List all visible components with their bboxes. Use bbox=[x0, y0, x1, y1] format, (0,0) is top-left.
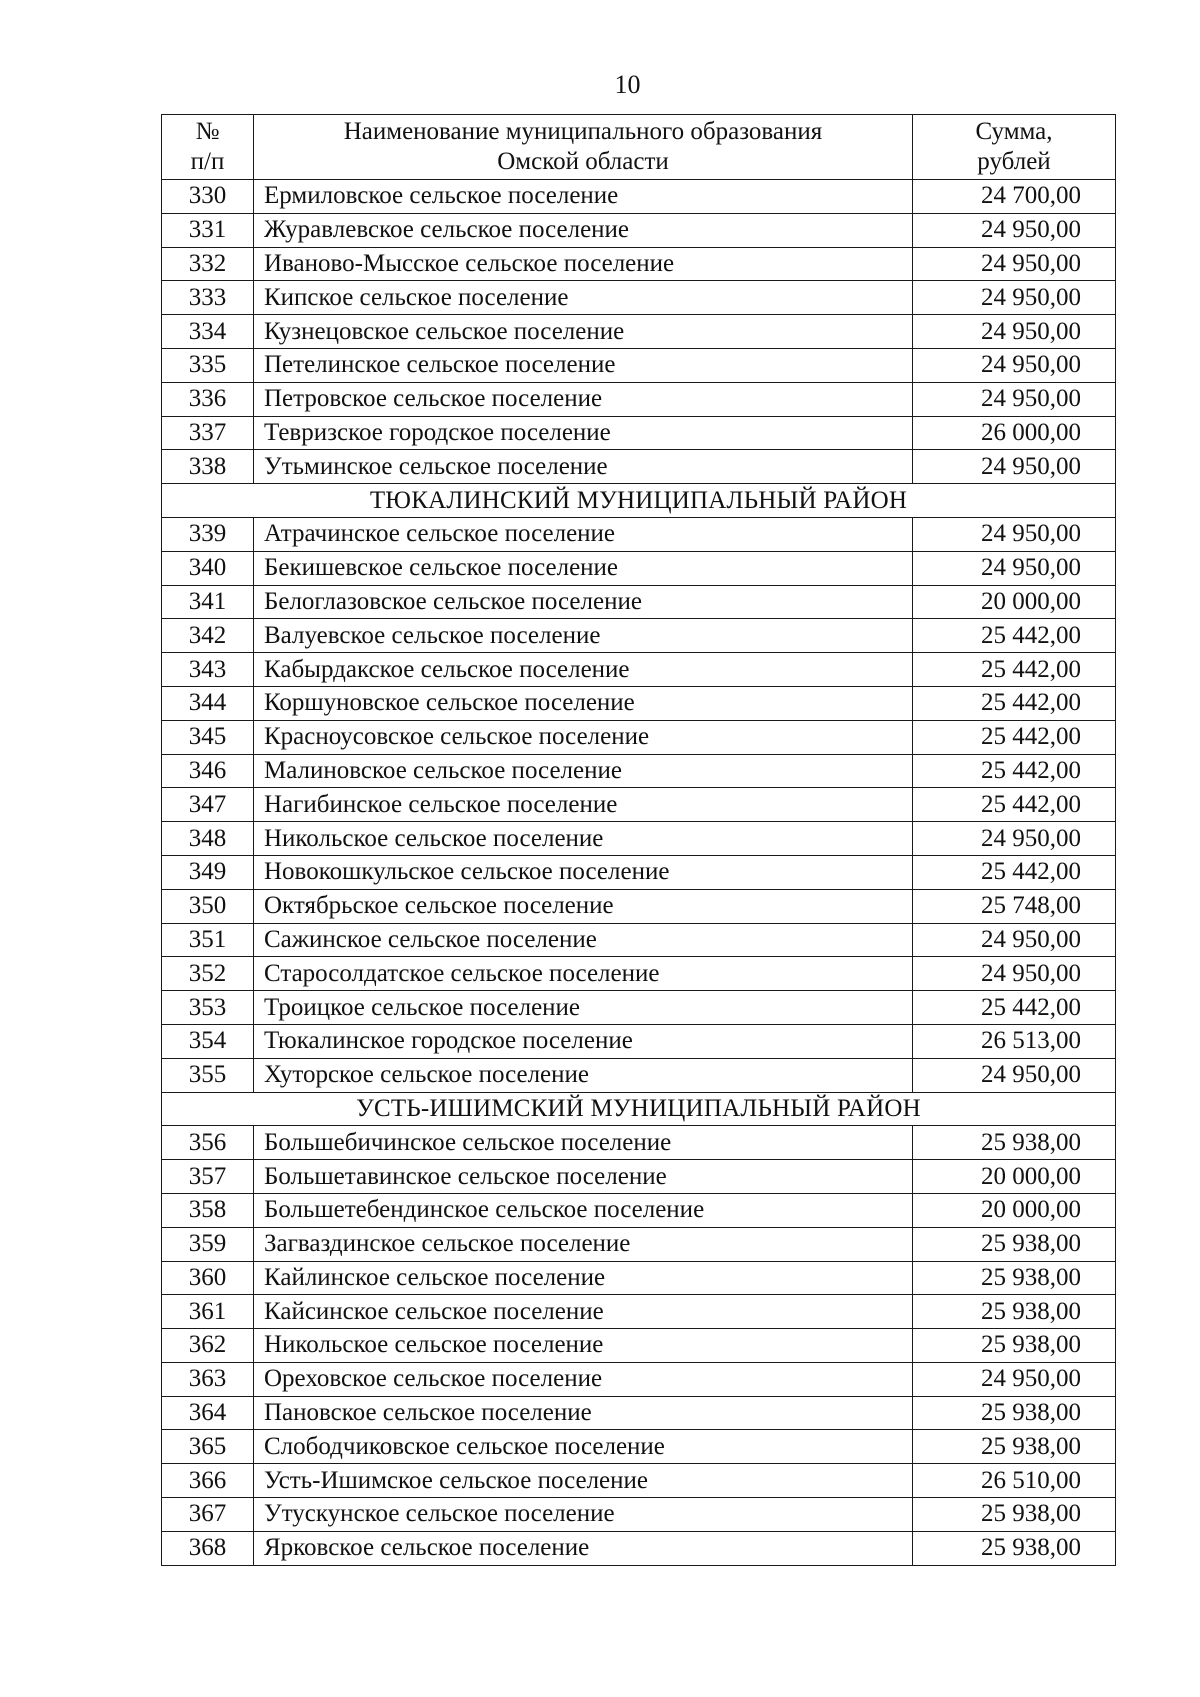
municipality-name: Кабырдакское сельское поселение bbox=[254, 653, 913, 687]
municipality-name: Старосолдатское сельское поселение bbox=[254, 957, 913, 991]
row-number: 353 bbox=[162, 991, 254, 1025]
row-number: 334 bbox=[162, 315, 254, 349]
municipality-name: Бекишевское сельское поселение bbox=[254, 551, 913, 585]
table-row bbox=[162, 923, 1116, 957]
municipality-name: Хуторское сельское поселение bbox=[254, 1058, 913, 1092]
amount-rubles: 25 442,00 bbox=[913, 619, 1116, 653]
table-row bbox=[162, 1498, 1116, 1532]
table-row bbox=[162, 1362, 1116, 1396]
municipality-name: Ярковское сельское поселение bbox=[254, 1531, 913, 1565]
table-row bbox=[162, 315, 1116, 349]
page-number: 10 bbox=[614, 70, 641, 99]
table-row bbox=[162, 822, 1116, 856]
municipality-name: Атрачинское сельское поселение bbox=[254, 517, 913, 551]
amount-rubles: 25 938,00 bbox=[913, 1430, 1116, 1464]
table-row bbox=[162, 1261, 1116, 1295]
amount-rubles: 24 950,00 bbox=[913, 1058, 1116, 1092]
table-row bbox=[162, 720, 1116, 754]
amount-rubles: 24 950,00 bbox=[913, 923, 1116, 957]
row-number: 348 bbox=[162, 822, 254, 856]
amount-rubles: 25 938,00 bbox=[913, 1261, 1116, 1295]
table-row bbox=[162, 1126, 1116, 1160]
table-row bbox=[162, 889, 1116, 923]
amount-rubles: 25 442,00 bbox=[913, 788, 1116, 822]
header-row bbox=[162, 115, 1116, 180]
municipality-name: Кипское сельское поселение bbox=[254, 281, 913, 315]
table-row bbox=[162, 416, 1116, 450]
row-number: 344 bbox=[162, 686, 254, 720]
municipality-name: Ореховское сельское поселение bbox=[254, 1362, 913, 1396]
municipality-name: Пановское сельское поселение bbox=[254, 1396, 913, 1430]
row-number: 356 bbox=[162, 1126, 254, 1160]
row-number: 331 bbox=[162, 213, 254, 247]
municipality-name: Ермиловское сельское поселение bbox=[254, 180, 913, 214]
amount-rubles: 24 950,00 bbox=[913, 382, 1116, 416]
amount-rubles: 25 938,00 bbox=[913, 1227, 1116, 1261]
municipality-name: Петровское сельское поселение bbox=[254, 382, 913, 416]
table-row bbox=[162, 1430, 1116, 1464]
row-number: 337 bbox=[162, 416, 254, 450]
municipality-name: Большебичинское сельское поселение bbox=[254, 1126, 913, 1160]
amount-rubles: 24 950,00 bbox=[913, 551, 1116, 585]
municipality-name: Петелинское сельское поселение bbox=[254, 348, 913, 382]
row-number: 339 bbox=[162, 517, 254, 551]
amount-rubles: 24 950,00 bbox=[913, 1362, 1116, 1396]
header-num-line1: № bbox=[195, 118, 220, 145]
table-row bbox=[162, 180, 1116, 214]
row-number: 357 bbox=[162, 1160, 254, 1194]
table-row bbox=[162, 1464, 1116, 1498]
amount-rubles: 25 442,00 bbox=[913, 754, 1116, 788]
header-num bbox=[162, 115, 254, 180]
amount-rubles: 25 442,00 bbox=[913, 720, 1116, 754]
municipality-name: Никольское сельское поселение bbox=[254, 1329, 913, 1363]
row-number: 351 bbox=[162, 923, 254, 957]
municipality-name: Кайлинское сельское поселение bbox=[254, 1261, 913, 1295]
amount-rubles: 25 938,00 bbox=[913, 1498, 1116, 1532]
municipality-name: Утьминское сельское поселение bbox=[254, 450, 913, 484]
row-number: 333 bbox=[162, 281, 254, 315]
row-number: 332 bbox=[162, 247, 254, 281]
municipality-name: Утускунское сельское поселение bbox=[254, 1498, 913, 1532]
amount-rubles: 25 442,00 bbox=[913, 991, 1116, 1025]
amount-rubles: 25 442,00 bbox=[913, 653, 1116, 687]
municipality-name: Кайсинское сельское поселение bbox=[254, 1295, 913, 1329]
row-number: 343 bbox=[162, 653, 254, 687]
amount-rubles: 24 950,00 bbox=[913, 315, 1116, 349]
table-row bbox=[162, 1024, 1116, 1058]
municipality-name: Валуевское сельское поселение bbox=[254, 619, 913, 653]
row-number: 361 bbox=[162, 1295, 254, 1329]
row-number: 349 bbox=[162, 855, 254, 889]
table-row bbox=[162, 754, 1116, 788]
municipality-name: Октябрьское сельское поселение bbox=[254, 889, 913, 923]
table-row bbox=[162, 619, 1116, 653]
table-row bbox=[162, 1160, 1116, 1194]
amount-rubles: 24 950,00 bbox=[913, 517, 1116, 551]
allocation-table bbox=[161, 114, 1116, 1566]
row-number: 338 bbox=[162, 450, 254, 484]
row-number: 354 bbox=[162, 1024, 254, 1058]
amount-rubles: 20 000,00 bbox=[913, 585, 1116, 619]
table-header bbox=[162, 115, 1116, 180]
row-number: 359 bbox=[162, 1227, 254, 1261]
table-row bbox=[162, 585, 1116, 619]
municipality-name: Иваново-Мысское сельское поселение bbox=[254, 247, 913, 281]
municipality-name: Кузнецовское сельское поселение bbox=[254, 315, 913, 349]
table-row bbox=[162, 686, 1116, 720]
row-number: 365 bbox=[162, 1430, 254, 1464]
municipality-name: Усть-Ишимское сельское поселение bbox=[254, 1464, 913, 1498]
amount-rubles: 24 950,00 bbox=[913, 281, 1116, 315]
district-heading: УСТЬ-ИШИМСКИЙ МУНИЦИПАЛЬНЫЙ РАЙОН bbox=[162, 1092, 1116, 1126]
municipality-name: Журавлевское сельское поселение bbox=[254, 213, 913, 247]
table-row bbox=[162, 855, 1116, 889]
table-row bbox=[162, 1329, 1116, 1363]
header-name-line1: Наименование муниципального образования bbox=[343, 118, 823, 145]
amount-rubles: 26 510,00 bbox=[913, 1464, 1116, 1498]
row-number: 345 bbox=[162, 720, 254, 754]
amount-rubles: 24 950,00 bbox=[913, 348, 1116, 382]
row-number: 340 bbox=[162, 551, 254, 585]
table-row bbox=[162, 551, 1116, 585]
table-row bbox=[162, 517, 1116, 551]
header-sum bbox=[913, 115, 1116, 180]
row-number: 363 bbox=[162, 1362, 254, 1396]
amount-rubles: 25 938,00 bbox=[913, 1126, 1116, 1160]
row-number: 360 bbox=[162, 1261, 254, 1295]
table-row bbox=[162, 1396, 1116, 1430]
amount-rubles: 25 748,00 bbox=[913, 889, 1116, 923]
municipality-name: Троицкое сельское поселение bbox=[254, 991, 913, 1025]
amount-rubles: 20 000,00 bbox=[913, 1193, 1116, 1227]
district-heading-row bbox=[162, 1092, 1116, 1126]
row-number: 358 bbox=[162, 1193, 254, 1227]
header-sum-line2: рублей bbox=[977, 148, 1051, 175]
table-row bbox=[162, 957, 1116, 991]
municipality-name: Тевризское городское поселение bbox=[254, 416, 913, 450]
row-number: 368 bbox=[162, 1531, 254, 1565]
amount-rubles: 25 442,00 bbox=[913, 686, 1116, 720]
amount-rubles: 24 950,00 bbox=[913, 247, 1116, 281]
row-number: 367 bbox=[162, 1498, 254, 1532]
row-number: 335 bbox=[162, 348, 254, 382]
table-row bbox=[162, 348, 1116, 382]
municipality-name: Малиновское сельское поселение bbox=[254, 754, 913, 788]
table-body bbox=[162, 180, 1116, 1566]
table-row bbox=[162, 450, 1116, 484]
row-number: 364 bbox=[162, 1396, 254, 1430]
header-sum-line1: Сумма, bbox=[975, 118, 1053, 145]
municipality-name: Загваздинское сельское поселение bbox=[254, 1227, 913, 1261]
table-row bbox=[162, 653, 1116, 687]
table-row bbox=[162, 1058, 1116, 1092]
header-name bbox=[254, 115, 913, 180]
municipality-name: Красноусовское сельское поселение bbox=[254, 720, 913, 754]
district-heading: ТЮКАЛИНСКИЙ МУНИЦИПАЛЬНЫЙ РАЙОН bbox=[162, 484, 1116, 518]
municipality-name: Новокошкульское сельское поселение bbox=[254, 855, 913, 889]
table-row bbox=[162, 1227, 1116, 1261]
row-number: 347 bbox=[162, 788, 254, 822]
municipality-name: Тюкалинское городское поселение bbox=[254, 1024, 913, 1058]
amount-rubles: 25 442,00 bbox=[913, 855, 1116, 889]
table-row bbox=[162, 281, 1116, 315]
amount-rubles: 25 938,00 bbox=[913, 1396, 1116, 1430]
row-number: 346 bbox=[162, 754, 254, 788]
row-number: 362 bbox=[162, 1329, 254, 1363]
table-row bbox=[162, 382, 1116, 416]
header-num-line2: п/п bbox=[190, 148, 225, 175]
row-number: 330 bbox=[162, 180, 254, 214]
table-row bbox=[162, 788, 1116, 822]
row-number: 355 bbox=[162, 1058, 254, 1092]
amount-rubles: 24 950,00 bbox=[913, 957, 1116, 991]
municipality-name: Коршуновское сельское поселение bbox=[254, 686, 913, 720]
municipality-name: Большетавинское сельское поселение bbox=[254, 1160, 913, 1194]
municipality-name: Слободчиковское сельское поселение bbox=[254, 1430, 913, 1464]
table-row bbox=[162, 247, 1116, 281]
table-row bbox=[162, 991, 1116, 1025]
amount-rubles: 25 938,00 bbox=[913, 1295, 1116, 1329]
table-row bbox=[162, 1193, 1116, 1227]
municipality-name: Большетебендинское сельское поселение bbox=[254, 1193, 913, 1227]
row-number: 342 bbox=[162, 619, 254, 653]
row-number: 366 bbox=[162, 1464, 254, 1498]
row-number: 336 bbox=[162, 382, 254, 416]
header-name-line2: Омской области bbox=[497, 148, 669, 175]
municipality-name: Сажинское сельское поселение bbox=[254, 923, 913, 957]
amount-rubles: 24 950,00 bbox=[913, 213, 1116, 247]
amount-rubles: 25 938,00 bbox=[913, 1329, 1116, 1363]
amount-rubles: 24 950,00 bbox=[913, 450, 1116, 484]
amount-rubles: 24 700,00 bbox=[913, 180, 1116, 214]
amount-rubles: 20 000,00 bbox=[913, 1160, 1116, 1194]
table-row bbox=[162, 1295, 1116, 1329]
amount-rubles: 26 000,00 bbox=[913, 416, 1116, 450]
amount-rubles: 26 513,00 bbox=[913, 1024, 1116, 1058]
municipality-name: Нагибинское сельское поселение bbox=[254, 788, 913, 822]
amount-rubles: 24 950,00 bbox=[913, 822, 1116, 856]
municipality-name: Никольское сельское поселение bbox=[254, 822, 913, 856]
table-row bbox=[162, 213, 1116, 247]
municipality-name: Белоглазовское сельское поселение bbox=[254, 585, 913, 619]
district-heading-row bbox=[162, 484, 1116, 518]
table-row bbox=[162, 1531, 1116, 1565]
row-number: 341 bbox=[162, 585, 254, 619]
row-number: 352 bbox=[162, 957, 254, 991]
row-number: 350 bbox=[162, 889, 254, 923]
amount-rubles: 25 938,00 bbox=[913, 1531, 1116, 1565]
